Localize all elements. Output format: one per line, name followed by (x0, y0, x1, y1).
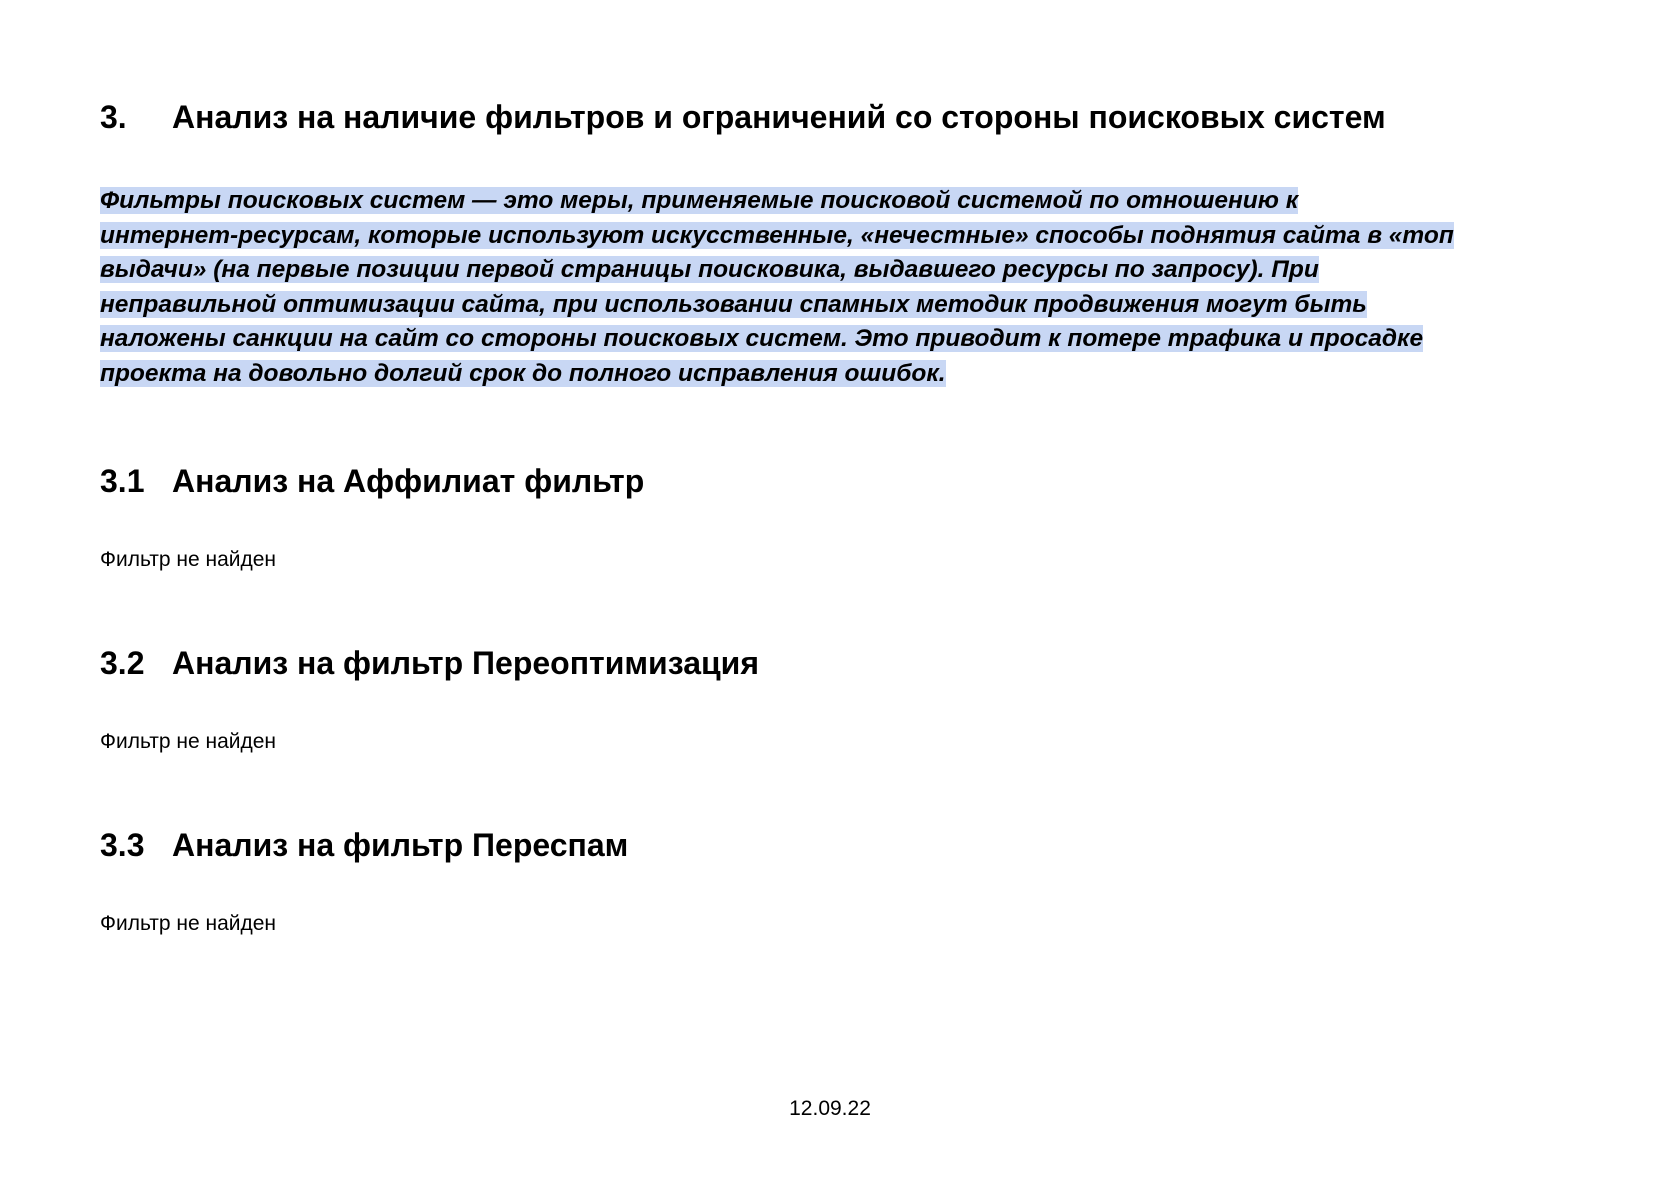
intro-line: проекта на довольно долгий срок до полного исправления ошибок. (100, 359, 946, 387)
footer-date: 12.09.22 (789, 1097, 871, 1120)
section-number: 3. (100, 99, 127, 135)
subsection-title: Анализ на Аффилиат фильтр (172, 463, 645, 499)
subsection-status-3-2: Фильтр не найден (100, 730, 277, 753)
section-title: Анализ на наличие фильтров и ограничений со стороны поисковых систем (172, 99, 1386, 135)
subsection-status-3-3: Фильтр не найден (100, 912, 277, 935)
intro-line: неправильной оптимизации сайта, при использовании спамных методик продвижения могут быть (100, 290, 1367, 318)
section-heading (100, 99, 1386, 136)
subsection-title: Анализ на фильтр Переспам (172, 827, 629, 863)
subsection-number: 3.3 (100, 827, 145, 863)
subsection-heading-3-3 (100, 827, 628, 864)
intro-line: наложены санкции на сайт со стороны поисковых систем. Это приводит к потере трафика и просадке (100, 325, 1424, 352)
intro-line: Фильтры поисковых систем — это меры, применяемые поисковой системой по отношению к (100, 187, 1299, 214)
subsection-title: Анализ на фильтр Переоптимизация (172, 645, 760, 681)
intro-line: выдачи» (на первые позиции первой страницы поисковика, выдавшего ресурсы по запросу). При (100, 256, 1319, 283)
subsection-heading-3-1 (100, 463, 644, 500)
subsection-status-3-1: Фильтр не найден (100, 548, 277, 571)
subsection-heading-3-2 (100, 645, 759, 682)
subsection-number: 3.2 (100, 645, 145, 681)
intro-paragraph[interactable] (100, 184, 1560, 391)
intro-line: интернет-ресурсам, которые используют искусственные, «нечестные» способы поднятия сайта в «топ (100, 221, 1454, 249)
subsection-number: 3.1 (100, 463, 145, 499)
